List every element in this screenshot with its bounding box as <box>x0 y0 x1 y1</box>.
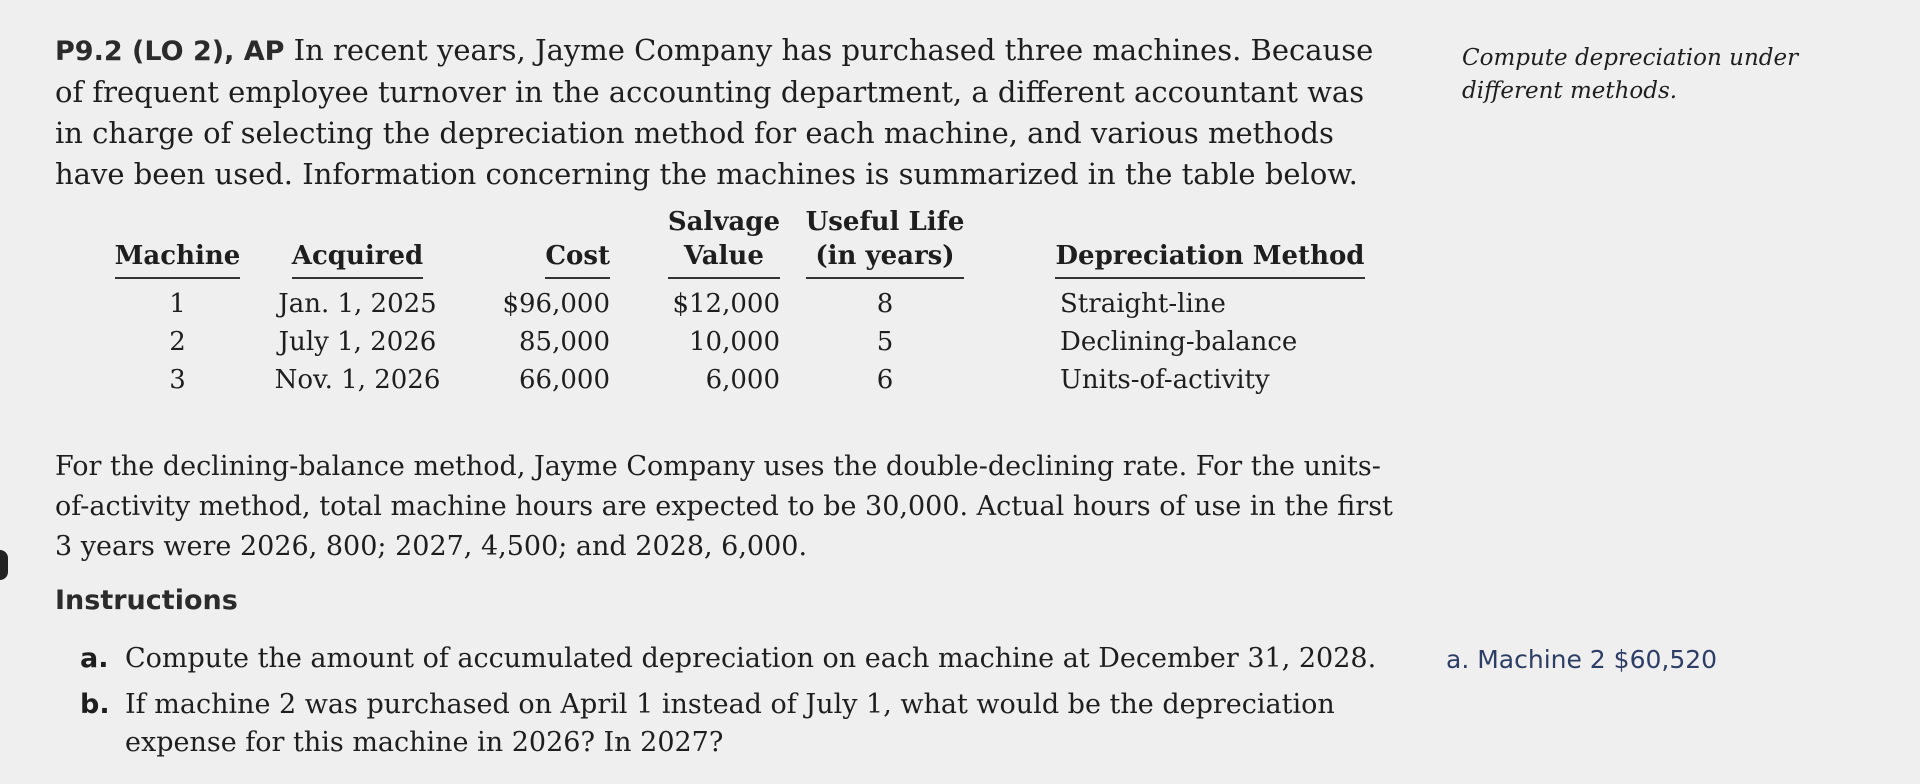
instruction-item <box>80 686 1400 762</box>
problem-block <box>55 30 1400 195</box>
cell-acquired: Jan. 1, 2025 <box>278 289 437 319</box>
instructions-heading: Instructions <box>55 585 238 616</box>
instruction-label: b. <box>80 689 110 720</box>
cell-salvage: 6,000 <box>705 365 780 395</box>
header-useful-life: Useful Life (in years) <box>780 205 990 285</box>
cell-method: Units-of-activity <box>1060 365 1270 395</box>
cell-cost: 66,000 <box>519 365 610 395</box>
header-salvage: Salvage Value <box>610 205 780 285</box>
instruction-item <box>80 640 1400 678</box>
table-row <box>100 323 1430 361</box>
cell-machine: 1 <box>169 289 186 319</box>
cell-acquired: July 1, 2026 <box>278 327 437 357</box>
cell-cost: 85,000 <box>519 327 610 357</box>
cell-method: Straight-line <box>1060 289 1226 319</box>
problem-intro-text: In recent years, Jayme Company has purchased three machines. Because of frequent employee turnover in the accounting department, a different accountant was in charge of selecting the depreciation method for each machine, and various methods have been used. Information concerning the machines is summarized in the table below. <box>55 33 1374 191</box>
table-header-row <box>100 205 1430 285</box>
instruction-label: a. <box>80 643 109 674</box>
cell-life: 5 <box>876 327 894 357</box>
page-edge-mark <box>0 550 8 580</box>
cell-cost: $96,000 <box>502 289 610 319</box>
method-details-paragraph: For the declining-balance method, Jayme Company uses the double-declining rate. For the units-of-activity method, total machine hours are expected to be 30,000. Actual hours of use in the first 3 years were 2026, 800; 2027, 4,500; and 2028, 6,000. <box>55 451 1393 562</box>
instruction-text: Compute the amount of accumulated depreciation on each machine at December 31, 2028. <box>125 643 1377 674</box>
cell-machine: 3 <box>169 365 186 395</box>
cell-method: Declining-balance <box>1060 327 1298 357</box>
header-cost: Cost <box>460 205 610 285</box>
answer-hint: a. Machine 2 $60,520 <box>1446 645 1718 674</box>
cell-acquired: Nov. 1, 2026 <box>274 365 441 395</box>
margin-note: Compute depreciation under different methods. <box>1462 45 1799 104</box>
machines-table <box>100 205 1430 399</box>
cell-salvage: 10,000 <box>689 327 780 357</box>
cell-life: 6 <box>876 365 894 395</box>
table-row <box>100 361 1430 399</box>
cell-salvage: $12,000 <box>672 289 780 319</box>
cell-machine: 2 <box>169 327 186 357</box>
header-method: Depreciation Method <box>990 205 1430 285</box>
header-machine: Machine <box>100 205 255 285</box>
header-acquired: Acquired <box>255 205 460 285</box>
instruction-text: If machine 2 was purchased on April 1 instead of July 1, what would be the depreciation expense for this machine in 2026? In 2027? <box>125 689 1335 758</box>
cell-life: 8 <box>876 289 894 319</box>
problem-tag: P9.2 (LO 2), AP <box>55 36 285 67</box>
instructions-list <box>80 640 1400 770</box>
problem-intro <box>55 30 1400 195</box>
table-row <box>100 285 1430 323</box>
